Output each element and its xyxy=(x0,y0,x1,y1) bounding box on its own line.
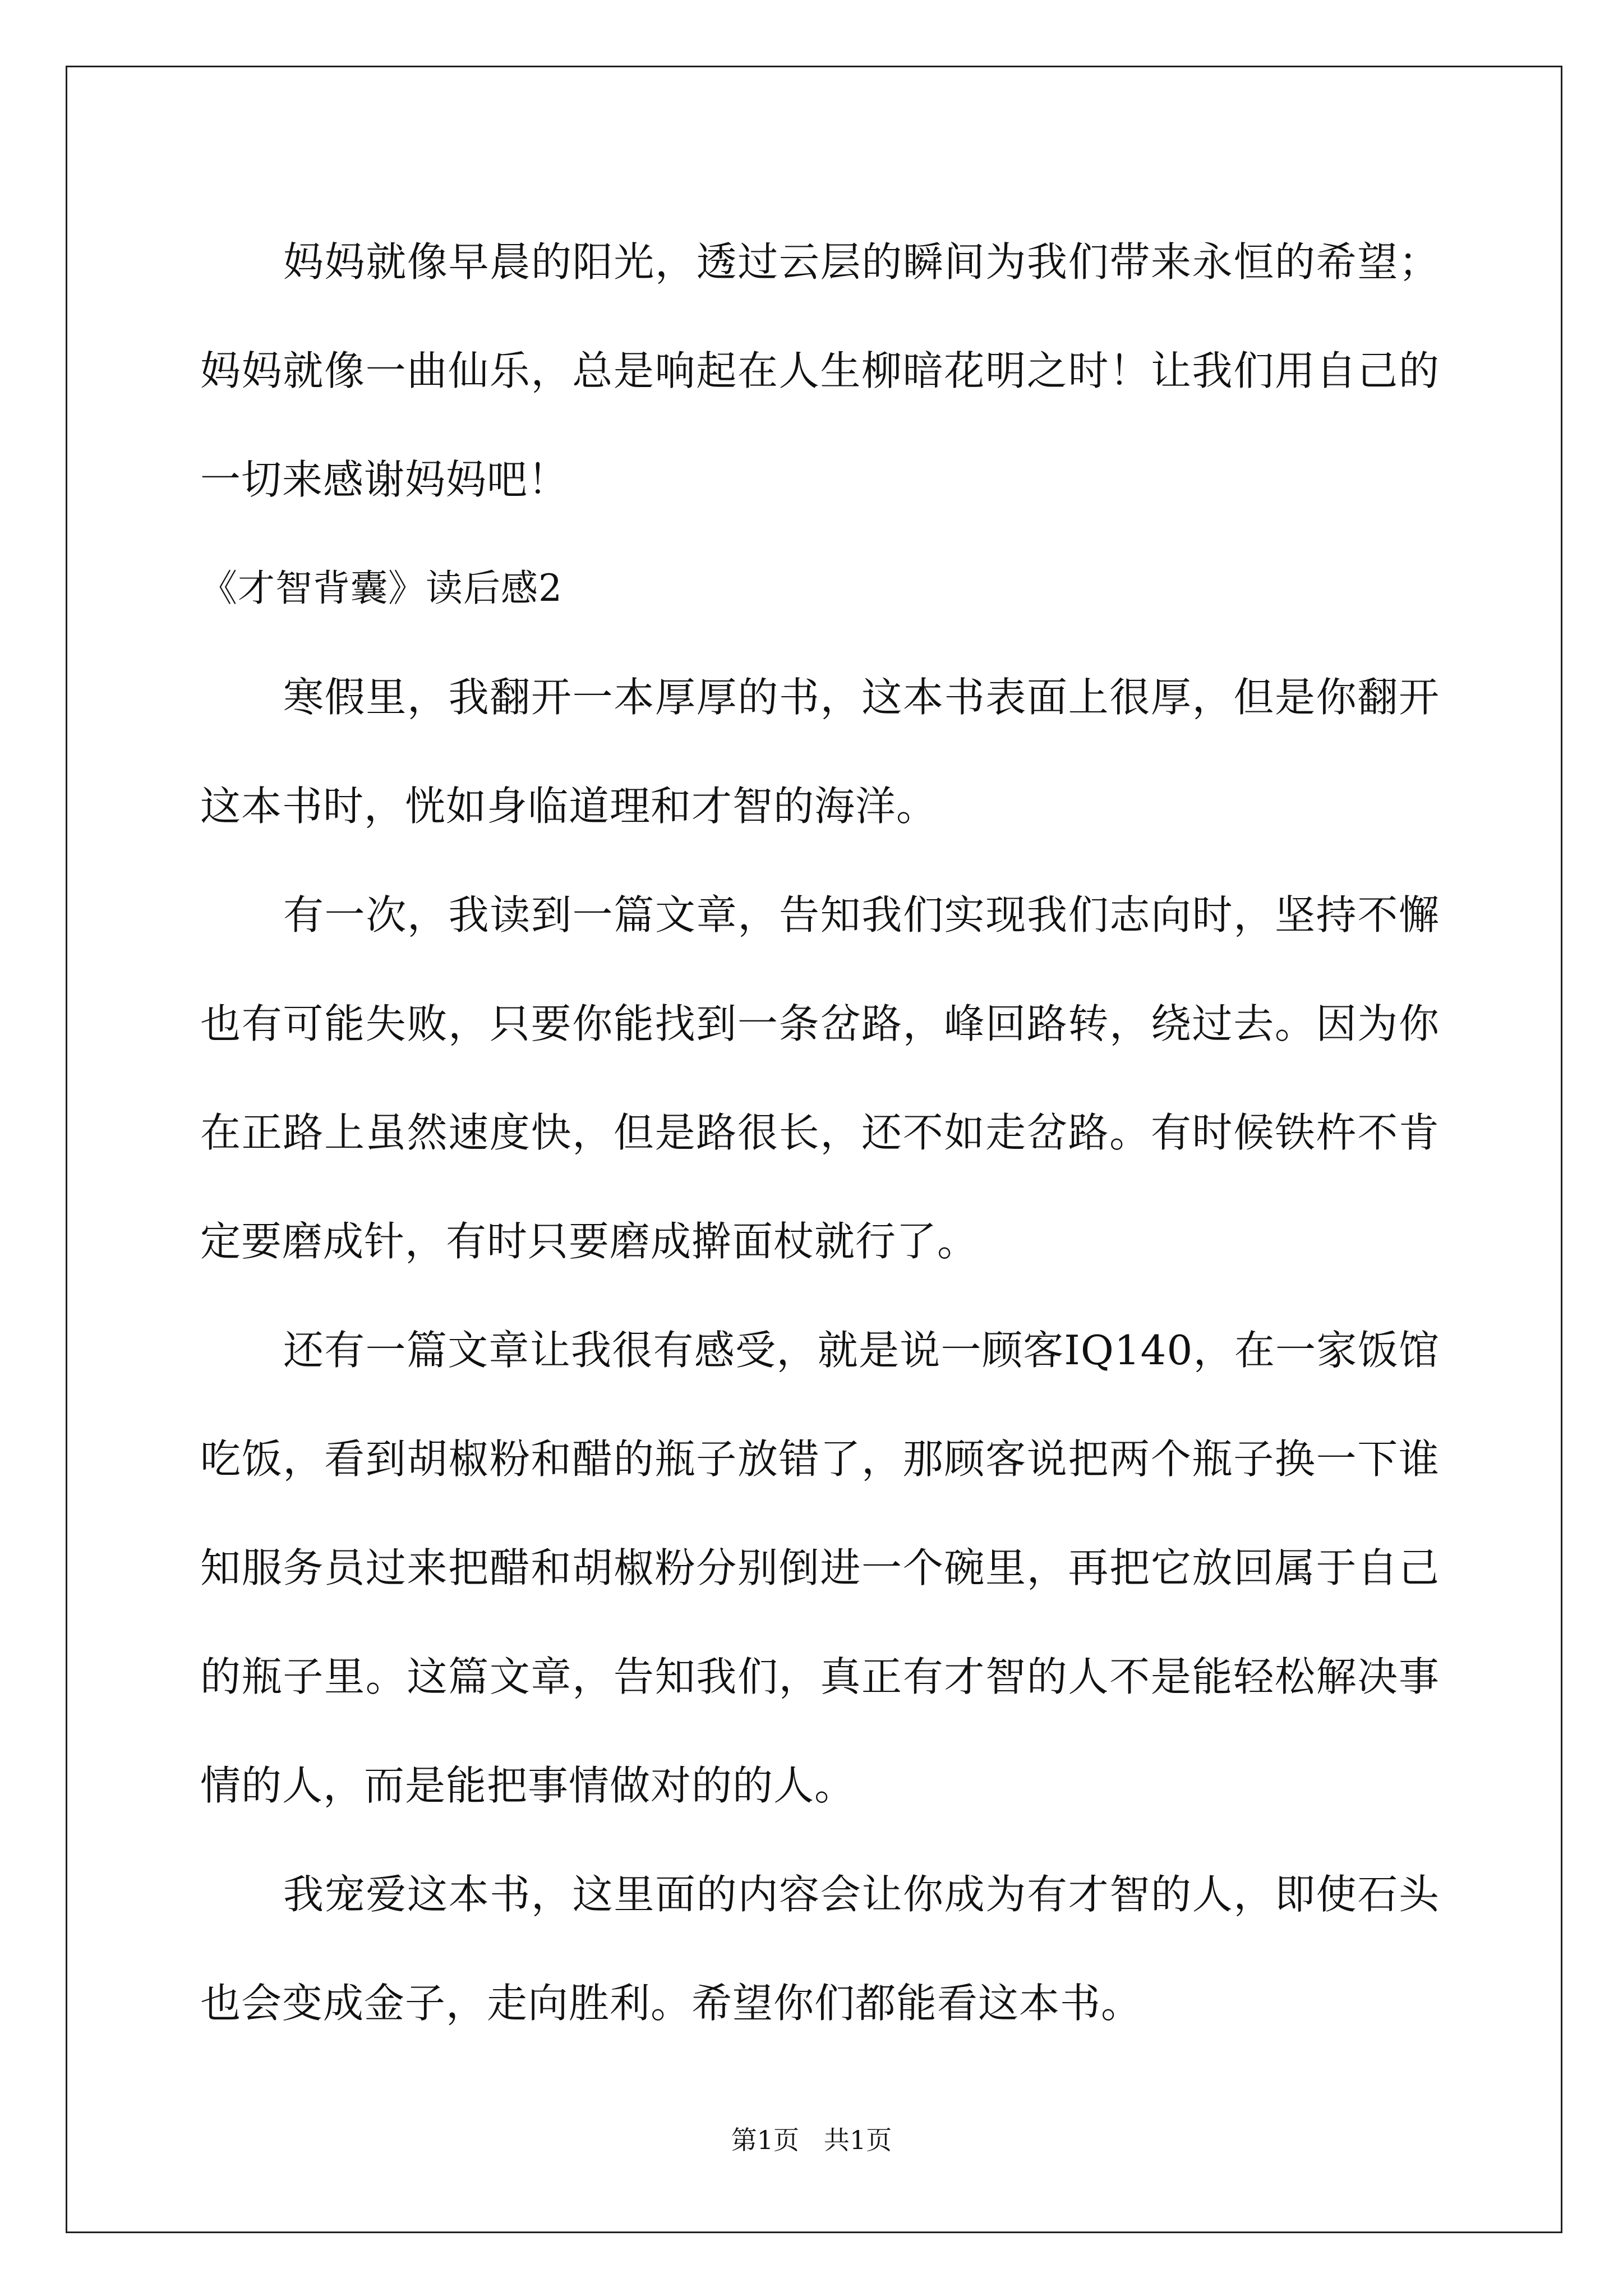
document-body xyxy=(200,208,1440,2058)
page-footer xyxy=(0,2123,1623,2157)
page-number: 第1页 xyxy=(731,2125,800,2155)
paragraph-1: 寒假里，我翻开一本厚厚的书，这本书表面上很厚，但是你翻开这本书时，恍如身临道理和才智的海洋。 xyxy=(200,674,1440,830)
paragraph-4: 我宠爱这本书，这里面的内容会让你成为有才智的人，即使石头也会变成金子，走向胜利。希望你们都能看这本书。 xyxy=(200,1871,1440,2027)
section-heading: 《才智背囊》读后感2 xyxy=(200,567,562,610)
paragraph-3: 还有一篇文章让我很有感受，就是说一顾客IQ140，在一家饭馆吃饭，看到胡椒粉和醋的瓶子放错了，那顾客说把两个瓶子换一下谁知服务员过来把醋和胡椒粉分别倒进一个碗里，再把它放回属于自己的瓶子里。这篇文章，告知我们，真正有才智的人不是能轻松解决事情的人，而是能把事情做对的的人。 xyxy=(200,1327,1440,1809)
paragraph-intro: 妈妈就像早晨的阳光，透过云层的瞬间为我们带来永恒的希望；妈妈就像一曲仙乐，总是响起在人生柳暗花明之时！让我们用自己的一切来感谢妈妈吧！ xyxy=(200,238,1440,503)
paragraph-2: 有一次，我读到一篇文章，告知我们实现我们志向时，坚持不懈也有可能失败，只要你能找到一条岔路，峰回路转，绕过去。因为你在正路上虽然速度快，但是路很长，还不如走岔路。有时候铁杵不肯定要磨成针，有时只要磨成擀面杖就行了。 xyxy=(200,891,1440,1265)
page-total: 共1页 xyxy=(823,2125,892,2155)
